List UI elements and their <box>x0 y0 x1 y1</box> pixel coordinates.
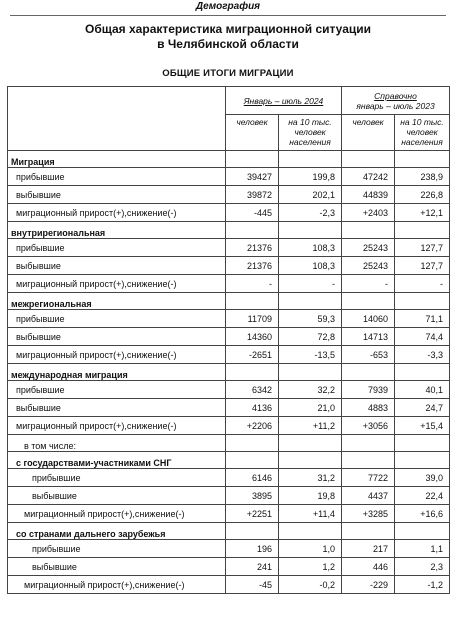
value-cell: -653 <box>342 346 395 364</box>
row-label: выбывшие <box>8 487 226 505</box>
value-cell: 108,3 <box>279 257 342 275</box>
value-cell: 44839 <box>342 186 395 204</box>
value-cell: 21376 <box>226 239 279 257</box>
row-label: миграционный прирост(+),снижение(-) <box>8 346 226 364</box>
period-current-header: Январь – июль 2024 <box>226 87 342 115</box>
value-cell: 24,7 <box>395 399 450 417</box>
value-cell: 226,8 <box>395 186 450 204</box>
table-row <box>8 168 450 186</box>
value-cell: +11,2 <box>279 417 342 435</box>
value-cell: 39872 <box>226 186 279 204</box>
value-cell: 3895 <box>226 487 279 505</box>
value-cell <box>226 364 279 381</box>
value-cell <box>342 151 395 168</box>
value-cell: 4437 <box>342 487 395 505</box>
row-label: выбывшие <box>8 558 226 576</box>
value-cell: +2206 <box>226 417 279 435</box>
table-row <box>8 487 450 505</box>
table-row <box>8 310 450 328</box>
group-row <box>8 435 450 452</box>
value-cell: -1,2 <box>395 576 450 594</box>
value-cell: - <box>226 275 279 293</box>
table-row <box>8 505 450 523</box>
value-cell <box>342 364 395 381</box>
value-cell <box>342 435 395 452</box>
value-cell <box>395 293 450 310</box>
value-cell: -3,3 <box>395 346 450 364</box>
row-label: прибывшие <box>8 381 226 399</box>
table-row <box>8 417 450 435</box>
col-people-current: человек <box>226 115 279 151</box>
value-cell <box>279 435 342 452</box>
value-cell: 59,3 <box>279 310 342 328</box>
value-cell: 39,0 <box>395 469 450 487</box>
value-cell: 241 <box>226 558 279 576</box>
value-cell: +3056 <box>342 417 395 435</box>
value-cell: +11,4 <box>279 505 342 523</box>
value-cell: 7939 <box>342 381 395 399</box>
value-cell: 1,0 <box>279 540 342 558</box>
value-cell <box>395 523 450 540</box>
value-cell: -229 <box>342 576 395 594</box>
value-cell: 4883 <box>342 399 395 417</box>
value-cell: +15,4 <box>395 417 450 435</box>
document-title <box>0 22 456 52</box>
value-cell: +2251 <box>226 505 279 523</box>
group-row <box>8 523 450 540</box>
row-label: прибывшие <box>8 168 226 186</box>
value-cell: 21376 <box>226 257 279 275</box>
value-cell: 14360 <box>226 328 279 346</box>
row-label: миграционный прирост(+),снижение(-) <box>8 505 226 523</box>
group-label: межрегиональная <box>8 293 226 310</box>
title-line-2: в Челябинской области <box>157 37 299 51</box>
group-label: международная миграция <box>8 364 226 381</box>
value-cell: 25243 <box>342 257 395 275</box>
value-cell: - <box>342 275 395 293</box>
value-cell: 72,8 <box>279 328 342 346</box>
value-cell: 25243 <box>342 239 395 257</box>
value-cell <box>395 452 450 469</box>
value-cell: 196 <box>226 540 279 558</box>
group-label: с государствами-участниками СНГ <box>8 452 226 469</box>
value-cell: -445 <box>226 204 279 222</box>
group-label: Миграция <box>8 151 226 168</box>
table-subtitle: ОБЩИЕ ИТОГИ МИГРАЦИИ <box>162 68 294 79</box>
value-cell <box>279 151 342 168</box>
row-label: выбывшие <box>8 328 226 346</box>
value-cell: 6146 <box>226 469 279 487</box>
group-label: в том числе: <box>8 435 226 452</box>
value-cell: -0,2 <box>279 576 342 594</box>
value-cell <box>279 222 342 239</box>
table-row <box>8 275 450 293</box>
value-cell <box>279 452 342 469</box>
migration-table <box>7 86 450 594</box>
value-cell: 4136 <box>226 399 279 417</box>
value-cell <box>395 151 450 168</box>
period-ref-note: Справочно <box>374 90 417 101</box>
value-cell: 108,3 <box>279 239 342 257</box>
row-label: прибывшие <box>8 469 226 487</box>
value-cell <box>279 523 342 540</box>
table-row <box>8 540 450 558</box>
value-cell: +12,1 <box>395 204 450 222</box>
value-cell: 22,4 <box>395 487 450 505</box>
group-row <box>8 452 450 469</box>
value-cell <box>279 364 342 381</box>
value-cell: 238,9 <box>395 168 450 186</box>
table-row <box>8 204 450 222</box>
value-cell: 446 <box>342 558 395 576</box>
value-cell <box>395 435 450 452</box>
value-cell: 202,1 <box>279 186 342 204</box>
value-cell <box>226 293 279 310</box>
table-row <box>8 469 450 487</box>
value-cell: - <box>395 275 450 293</box>
row-label: выбывшие <box>8 257 226 275</box>
group-row <box>8 222 450 239</box>
value-cell <box>342 293 395 310</box>
table-row <box>8 558 450 576</box>
value-cell <box>226 435 279 452</box>
value-cell: 2,3 <box>395 558 450 576</box>
row-label: миграционный прирост(+),снижение(-) <box>8 417 226 435</box>
col-per10k-ref: на 10 тыс. человек населения <box>395 115 450 151</box>
value-cell <box>342 523 395 540</box>
value-cell <box>342 452 395 469</box>
value-cell <box>342 222 395 239</box>
group-label: внутрирегиональная <box>8 222 226 239</box>
table-row <box>8 399 450 417</box>
value-cell <box>395 222 450 239</box>
group-label: со странами дальнего зарубежья <box>8 523 226 540</box>
value-cell: 47242 <box>342 168 395 186</box>
value-cell: 1,1 <box>395 540 450 558</box>
row-label: прибывшие <box>8 310 226 328</box>
value-cell: - <box>279 275 342 293</box>
value-cell: 14713 <box>342 328 395 346</box>
section-label: Демография <box>195 1 261 12</box>
value-cell: 31,2 <box>279 469 342 487</box>
value-cell: 14060 <box>342 310 395 328</box>
value-cell: -2,3 <box>279 204 342 222</box>
group-row <box>8 364 450 381</box>
col-per10k-current: на 10 тыс. человек населения <box>279 115 342 151</box>
table-row <box>8 257 450 275</box>
value-cell: -13,5 <box>279 346 342 364</box>
value-cell: +16,6 <box>395 505 450 523</box>
value-cell <box>226 151 279 168</box>
row-label: миграционный прирост(+),снижение(-) <box>8 576 226 594</box>
value-cell: +2403 <box>342 204 395 222</box>
value-cell: 127,7 <box>395 239 450 257</box>
row-label: миграционный прирост(+),снижение(-) <box>8 204 226 222</box>
value-cell <box>395 364 450 381</box>
value-cell: 199,8 <box>279 168 342 186</box>
row-label: прибывшие <box>8 540 226 558</box>
value-cell <box>226 222 279 239</box>
value-cell: -45 <box>226 576 279 594</box>
value-cell <box>226 523 279 540</box>
header-divider <box>10 15 446 16</box>
row-label: миграционный прирост(+),снижение(-) <box>8 275 226 293</box>
table-row <box>8 381 450 399</box>
table-body <box>8 151 450 594</box>
value-cell: 7722 <box>342 469 395 487</box>
table-row <box>8 328 450 346</box>
value-cell: -2651 <box>226 346 279 364</box>
value-cell: 127,7 <box>395 257 450 275</box>
title-line-1: Общая характеристика миграционной ситуации <box>84 22 371 36</box>
group-row <box>8 293 450 310</box>
value-cell: 21,0 <box>279 399 342 417</box>
row-label: прибывшие <box>8 239 226 257</box>
value-cell: 1,2 <box>279 558 342 576</box>
header-empty-cell <box>8 87 226 151</box>
value-cell: 32,2 <box>279 381 342 399</box>
value-cell: 217 <box>342 540 395 558</box>
value-cell: 6342 <box>226 381 279 399</box>
value-cell: 39427 <box>226 168 279 186</box>
value-cell: 11709 <box>226 310 279 328</box>
table-row <box>8 186 450 204</box>
value-cell: 19,8 <box>279 487 342 505</box>
row-label: выбывшие <box>8 399 226 417</box>
period-ref-header <box>342 87 450 115</box>
group-row <box>8 151 450 168</box>
value-cell: 71,1 <box>395 310 450 328</box>
row-label: выбывшие <box>8 186 226 204</box>
period-ref-label: январь – июль 2023 <box>356 100 435 111</box>
table-row <box>8 576 450 594</box>
value-cell <box>226 452 279 469</box>
value-cell: 40,1 <box>395 381 450 399</box>
table-row <box>8 346 450 364</box>
value-cell <box>279 293 342 310</box>
value-cell: 74,4 <box>395 328 450 346</box>
value-cell: +3285 <box>342 505 395 523</box>
table-row <box>8 239 450 257</box>
col-people-ref: человек <box>342 115 395 151</box>
